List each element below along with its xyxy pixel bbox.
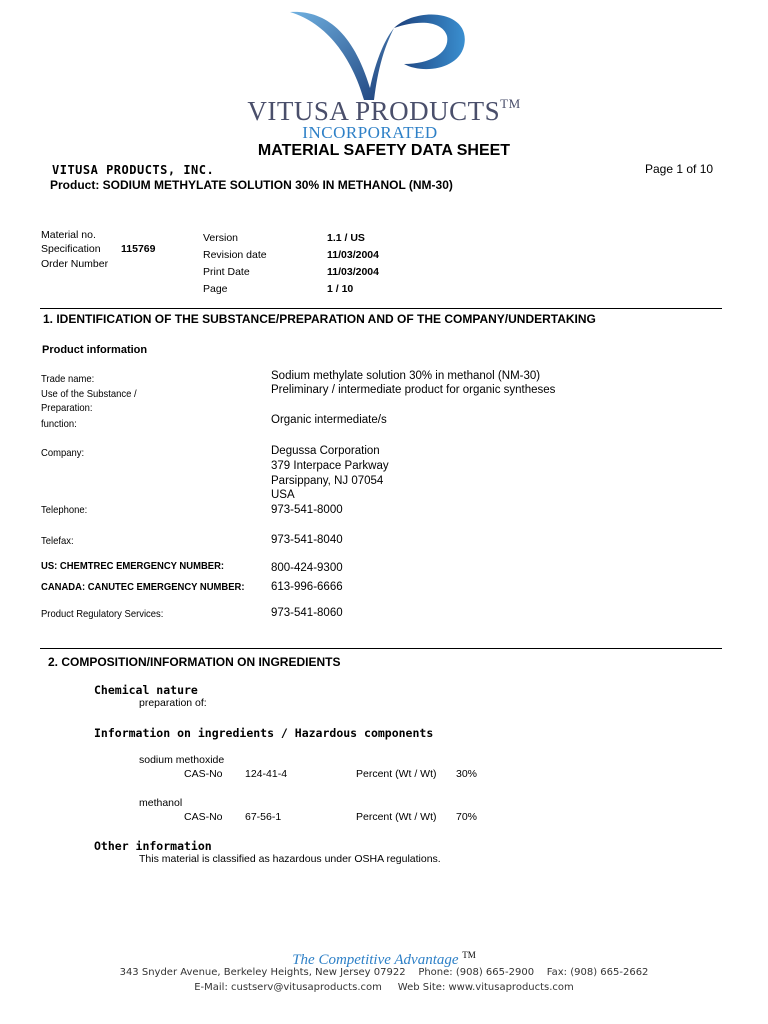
specification-value: 115769 (121, 243, 156, 255)
company-line: 379 Interpace Parkway (271, 460, 389, 472)
function-value: Organic intermediate/s (271, 414, 387, 426)
brand-sub: INCORPORATED (302, 123, 438, 142)
brand-name: VITUSA PRODUCTS™ (247, 96, 521, 126)
print-date-label: Print Date (203, 266, 250, 278)
chemtrec-value: 800-424-9300 (271, 562, 343, 574)
telephone-label: Telephone: (41, 504, 88, 516)
canutec-value: 613-996-6666 (271, 581, 343, 593)
percent-label: Percent (Wt / Wt) (356, 768, 437, 780)
page-counter: Page 1 of 10 (645, 162, 714, 176)
function-label: function: (41, 418, 77, 430)
preparation-of-text: preparation of: (139, 697, 207, 709)
company-line: USA (271, 489, 295, 501)
material-no-label: Material no. (41, 229, 96, 241)
trade-name-label: Trade name: (41, 373, 95, 385)
percent-label: Percent (Wt / Wt) (356, 811, 437, 823)
product-info-heading: Product information (42, 344, 148, 356)
version-value: 1.1 / US (327, 232, 365, 244)
order-number-label: Order Number (41, 258, 109, 270)
footer-contact-line (0, 982, 768, 993)
section1-title: 1. IDENTIFICATION OF THE SUBSTANCE/PREPARATION AND OF THE COMPANY/UNDERTAKING (43, 312, 596, 326)
cas-label: CAS-No (184, 811, 223, 823)
ingredient-name: methanol (139, 797, 183, 809)
document-title: MATERIAL SAFETY DATA SHEET (257, 142, 511, 159)
product-name: Product: SODIUM METHYLATE SOLUTION 30% IN METHANOL (NM-30) (50, 178, 453, 192)
footer-web[interactable]: Web Site: www.vitusaproducts.com (397, 982, 574, 993)
percent-value: 30% (456, 768, 478, 780)
page-label: Page (203, 283, 228, 295)
canutec-label: CANADA: CANUTEC EMERGENCY NUMBER: (41, 581, 245, 593)
percent-value: 70% (456, 811, 478, 823)
telefax-value: 973-541-8040 (271, 534, 343, 546)
company-line: Degussa Corporation (271, 445, 380, 457)
cas-value: 67-56-1 (245, 811, 282, 823)
other-info-heading: Other information (94, 839, 212, 853)
print-date-value: 11/03/2004 (327, 266, 379, 278)
telephone-value: 973-541-8000 (271, 504, 343, 516)
footer-phone: Phone: (908) 665-2900 (418, 967, 535, 978)
ingredient-name: sodium methoxide (139, 754, 225, 766)
trade-name-value: Sodium methylate solution 30% in methanol (NM-30) (271, 370, 541, 382)
revision-date-label: Revision date (203, 249, 267, 261)
chemtrec-label: US: CHEMTREC EMERGENCY NUMBER: (41, 560, 225, 572)
other-info-text: This material is classified as hazardous under OSHA regulations. (139, 853, 441, 865)
specification-label: Specification (41, 243, 101, 255)
footer-address-line (0, 967, 768, 978)
company-name: VITUSA PRODUCTS, INC. (52, 163, 215, 177)
cas-label: CAS-No (184, 768, 223, 780)
footer-address: 343 Snyder Avenue, Berkeley Heights, New Jersey 07922 (119, 967, 406, 978)
section2-title: 2. COMPOSITION/INFORMATION ON INGREDIENTS (48, 655, 341, 669)
use-label-2: Preparation: (41, 402, 93, 414)
company-line: Parsippany, NJ 07054 (271, 475, 384, 487)
footer-tagline: The Competitive Advantage ™ (292, 950, 476, 968)
chemical-nature-heading: Chemical nature (94, 683, 198, 697)
divider (40, 308, 722, 309)
regulatory-label: Product Regulatory Services: (41, 608, 164, 620)
ingredients-heading: Information on ingredients / Hazardous components (94, 726, 434, 740)
divider (40, 648, 722, 649)
regulatory-value: 973-541-8060 (271, 607, 343, 619)
footer-email[interactable]: E-Mail: custserv@vitusaproducts.com (194, 982, 382, 993)
vp-swoosh-logo-icon (282, 8, 482, 103)
footer-fax: Fax: (908) 665-2662 (546, 967, 649, 978)
company-label: Company: (41, 447, 85, 459)
revision-date-value: 11/03/2004 (327, 249, 379, 261)
use-label-1: Use of the Substance / (41, 388, 137, 400)
page-value: 1 / 10 (327, 283, 354, 295)
use-value: Preliminary / intermediate product for organic syntheses (271, 384, 556, 396)
version-label: Version (203, 232, 239, 244)
cas-value: 124-41-4 (245, 768, 288, 780)
telefax-label: Telefax: (41, 535, 74, 547)
